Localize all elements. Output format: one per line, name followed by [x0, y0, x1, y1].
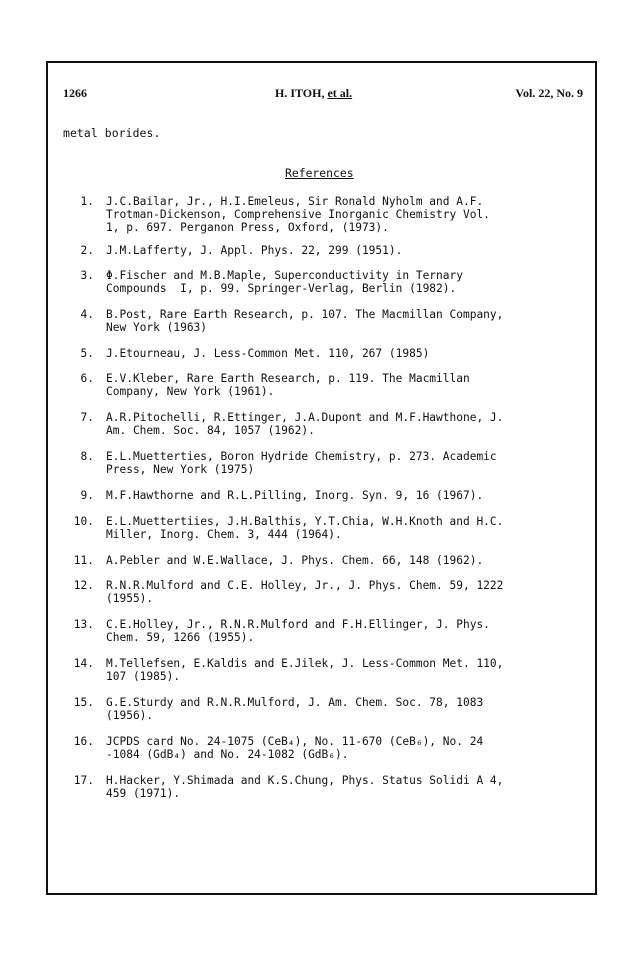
reference-line: Φ.Fischer and M.B.Maple, Superconductivity in Ternary — [106, 269, 463, 282]
reference-text — [106, 618, 586, 644]
reference-number: 3. — [80, 269, 94, 282]
reference-text — [106, 450, 586, 476]
reference-line: New York (1963) — [106, 321, 208, 334]
reference-number: 6. — [80, 372, 94, 385]
reference-number: 10. — [73, 515, 94, 528]
reference-line: H.Hacker, Y.Shimada and K.S.Chung, Phys. Status Solidi A 4, — [106, 774, 504, 787]
reference-number: 15. — [73, 696, 94, 709]
reference-text — [106, 244, 586, 257]
reference-line: 459 (1971). — [106, 787, 181, 800]
reference-line: Company, New York (1961). — [106, 385, 275, 398]
reference-text — [106, 515, 586, 541]
reference-line: B.Post, Rare Earth Research, p. 107. The Macmillan Company, — [106, 308, 504, 321]
reference-line: A.Pebler and W.E.Wallace, J. Phys. Chem. 66, 148 (1962). — [106, 554, 484, 567]
reference-number: 13. — [73, 618, 94, 631]
running-author — [275, 86, 352, 101]
reference-line: 1, p. 697. Perganon Press, Oxford, (1973). — [106, 221, 389, 234]
reference-number: 17. — [73, 774, 94, 787]
reference-number: 9. — [80, 489, 94, 502]
reference-text — [106, 489, 586, 502]
reference-line: (1955). — [106, 592, 154, 605]
reference-text — [106, 774, 586, 800]
reference-number: 12. — [73, 579, 94, 592]
reference-text — [106, 195, 586, 234]
reference-text — [106, 411, 586, 437]
reference-number: 14. — [73, 657, 94, 670]
reference-line: E.L.Muetterties, Boron Hydride Chemistry, p. 273. Academic — [106, 450, 497, 463]
reference-line: J.M.Lafferty, J. Appl. Phys. 22, 299 (1951). — [106, 244, 403, 257]
reference-number: 7. — [80, 411, 94, 424]
reference-number: 11. — [73, 554, 94, 567]
volume-info: Vol. 22, No. 9 — [515, 86, 583, 100]
reference-line: C.E.Holley, Jr., R.N.R.Mulford and F.H.Ellinger, J. Phys. — [106, 618, 490, 631]
reference-line: M.Tellefsen, E.Kaldis and E.Jilek, J. Less-Common Met. 110, — [106, 657, 504, 670]
reference-line: E.L.Muettertiies, J.H.Balthis, Y.T.Chia, W.H.Knoth and H.C. — [106, 515, 504, 528]
reference-line: JCPDS card No. 24-1075 (CeB₄), No. 11-670 (CeB₆), No. 24 — [106, 735, 484, 748]
reference-line: (1956). — [106, 709, 154, 722]
references-heading: References — [285, 166, 354, 180]
running-header — [63, 82, 583, 102]
reference-text — [106, 308, 586, 334]
reference-text — [106, 347, 586, 360]
reference-line: M.F.Hawthorne and R.L.Pilling, Inorg. Syn. 9, 16 (1967). — [106, 489, 484, 502]
continuation-text: metal borides. — [63, 126, 161, 140]
reference-text — [106, 269, 586, 295]
author-names: H. ITOH, — [275, 86, 328, 100]
reference-number: 5. — [80, 347, 94, 360]
reference-number: 8. — [80, 450, 94, 463]
reference-text — [106, 657, 586, 683]
reference-line: R.N.R.Mulford and C.E. Holley, Jr., J. Phys. Chem. 59, 1222 — [106, 579, 504, 592]
reference-line: A.R.Pitochelli, R.Ettinger, J.A.Dupont and M.F.Hawthone, J. — [106, 411, 504, 424]
reference-line: Trotman-Dickenson, Comprehensive Inorganic Chemistry Vol. — [106, 208, 490, 221]
reference-number: 2. — [80, 244, 94, 257]
reference-number: 1. — [80, 195, 94, 208]
reference-line: 107 (1985). — [106, 670, 181, 683]
reference-line: Miller, Inorg. Chem. 3, 444 (1964). — [106, 528, 342, 541]
reference-line: G.E.Sturdy and R.N.R.Mulford, J. Am. Chem. Soc. 78, 1083 — [106, 696, 484, 709]
reference-line: J.C.Bailar, Jr., H.I.Emeleus, Sir Ronald Nyholm and A.F. — [106, 195, 484, 208]
reference-text — [106, 579, 586, 605]
reference-text — [106, 372, 586, 398]
reference-text — [106, 554, 586, 567]
reference-line: Am. Chem. Soc. 84, 1057 (1962). — [106, 424, 315, 437]
reference-line: -1084 (GdB₄) and No. 24-1082 (GdB₆). — [106, 748, 349, 761]
reference-number: 4. — [80, 308, 94, 321]
reference-line: E.V.Kleber, Rare Earth Research, p. 119. The Macmillan — [106, 372, 470, 385]
page-number: 1266 — [63, 86, 87, 100]
reference-line: Press, New York (1975) — [106, 463, 255, 476]
et-al: et al. — [327, 86, 353, 100]
reference-line: Chem. 59, 1266 (1955). — [106, 631, 255, 644]
page-border — [46, 61, 597, 895]
reference-line: J.Etourneau, J. Less-Common Met. 110, 267 (1985) — [106, 347, 430, 360]
reference-text — [106, 735, 586, 761]
reference-line: Compounds I, p. 99. Springer-Verlag, Berlin (1982). — [106, 282, 457, 295]
reference-number: 16. — [73, 735, 94, 748]
reference-text — [106, 696, 586, 722]
